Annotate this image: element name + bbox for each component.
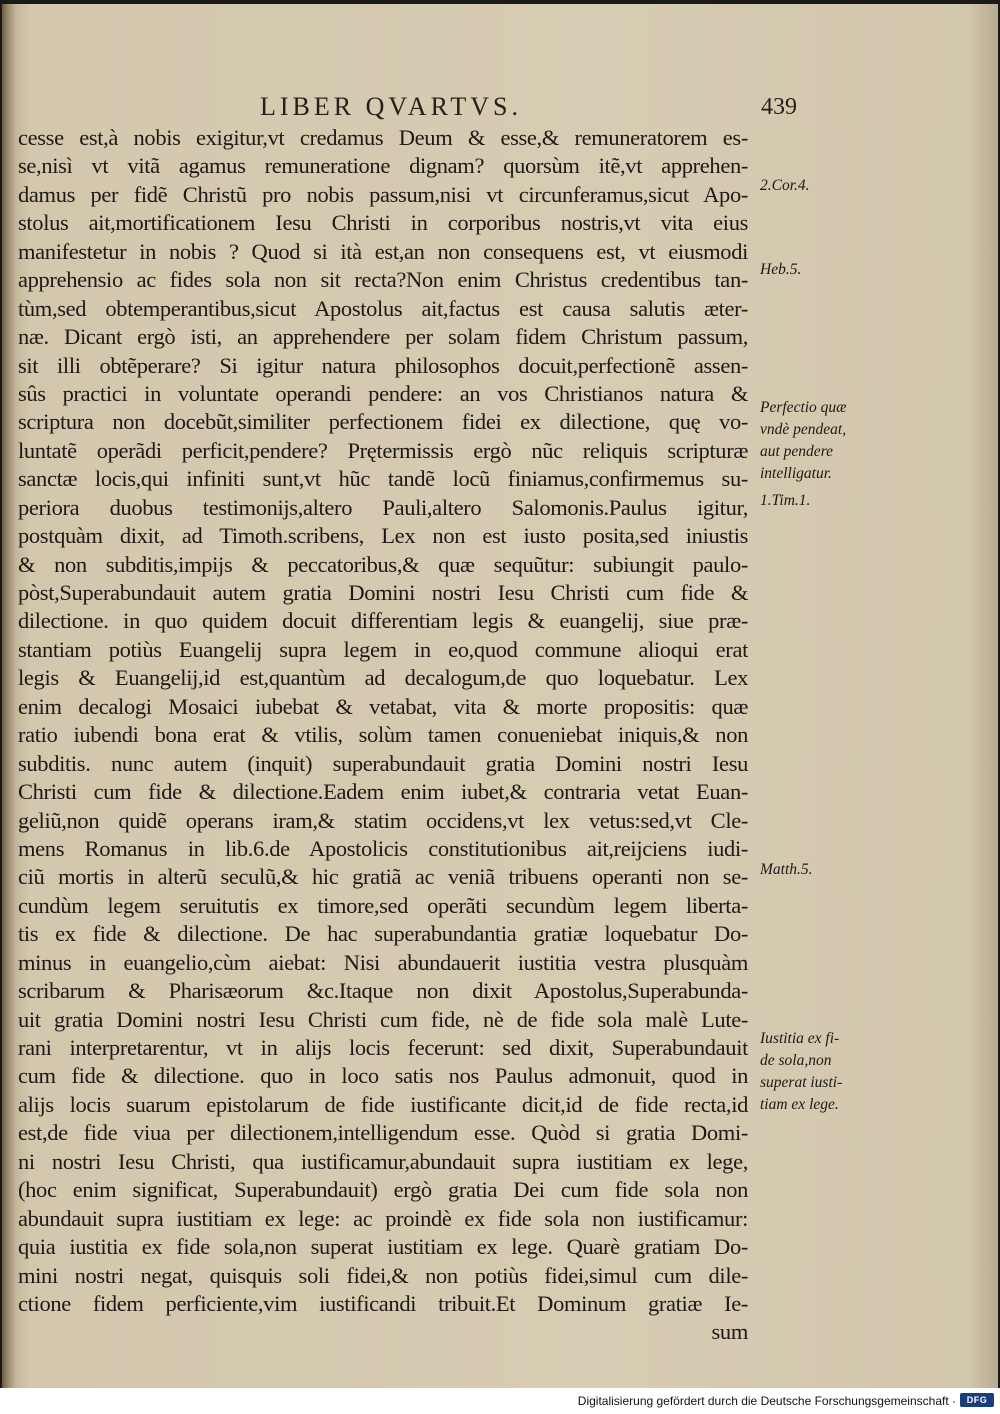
text-line: luntatẽ operãdi perficit,pendere? Prętermissis ergò nũc reliquis scripturæ — [18, 437, 748, 463]
text-line: se,nisì vt vitã agamus remuneratione dignam? quorsùm itẽ,vt apprehen- — [18, 153, 748, 179]
marginal-note-matth: Matth.5. — [760, 861, 813, 878]
text-line: mens Romanus in lib.6.de Apostolicis constitutionibus ait,reijciens iudi- — [18, 835, 748, 861]
text-line: quia iustitia ex fide sola,non superat iustitiam ex lege. Quarè gratiam Do- — [18, 1234, 748, 1260]
book-page — [2, 4, 998, 1388]
text-line: tùm,sed obtemperantibus,sicut Apostolus ait,factus est causa salutis æter- — [18, 295, 748, 321]
text-line: alijs locis suarum epistolarum de fide iustificante dicit,id de fide recta,id — [18, 1091, 748, 1117]
dfg-logo: DFG — [960, 1393, 994, 1407]
text-line: scriptura non docebũt,similiter perfectionem fidei ex dilectione, quę vo- — [18, 409, 748, 435]
text-line: sit illi obtẽperare? Si igitur natura philosophos docuit,perfectionẽ assen- — [18, 352, 748, 378]
text-line: stantiam potiùs Euangelij supra legem in eo,quod commune alioqui erat — [18, 636, 748, 662]
text-line: postquàm dixit, ad Timoth.scribens, Lex non est iusto posita,sed iniustis — [18, 523, 748, 549]
page-number: 439 — [761, 94, 797, 120]
note-line: superat iusti- — [760, 1074, 843, 1091]
note-line: aut pendere — [760, 443, 834, 460]
marginal-note-heb: Heb.5. — [760, 261, 802, 278]
text-line: enim decalogi Mosaici iubebat & vetabat, vita & morte propositis: quæ — [18, 693, 748, 719]
note-line: tiam ex lege. — [760, 1096, 839, 1113]
text-line: stolus ait,mortificationem Iesu Christi in corporibus nostris,vt vita eius — [18, 210, 748, 236]
text-line: minus in euangelio,cùm aiebat: Nisi abundauerit iustitia vestra plusquàm — [18, 949, 748, 975]
text-line: periora duobus testimonijs,altero Pauli,altero Salomonis.Paulus igitur, — [18, 494, 748, 520]
text-line: ctione fidem perficiente,vim iustificandi tribuit.Et Dominum gratiæ Ie- — [18, 1290, 748, 1316]
text-line: sûs practici in voluntate operandi pendere: an vos Christianos natura & — [18, 380, 748, 406]
text-line: pòst,Superabundauit autem gratia Domini nostri Iesu Christi cum fide & — [18, 580, 748, 605]
text-line: sum — [711, 1319, 748, 1345]
text-line: subditis. nunc autem (inquit) superabundauit gratia Domini nostri Iesu — [18, 750, 748, 776]
text-line: geliũ,non quidẽ operans iram,& statim occidens,vt lex vetus:sed,vt Cle- — [18, 807, 748, 833]
text-line: mini nostri negat, quisquis soli fidei,& non potiùs fidei,simul cum dile- — [18, 1262, 748, 1288]
text-line: næ. Dicant ergò isti, an apprehendere per solam fidem Christum passum, — [18, 324, 748, 350]
marginal-note-iustitia — [760, 1028, 842, 1116]
text-line: ni nostri Iesu Christi, qua iustificamur,abundauit supra iustitiam ex lege, — [18, 1148, 748, 1174]
text-line: tis ex fide & dilectione. De hac superabundantia gratiæ loquebatur Do- — [18, 921, 748, 947]
marginal-note-2cor: 2.Cor.4. — [760, 177, 810, 194]
text-line: sanctæ locis,qui infiniti sunt,vt hũc tandẽ locũ finiamus,confirmemus su- — [18, 466, 748, 492]
text-line: cesse est,à nobis exigitur,vt credamus Deum & esse,& remuneratorem es- — [18, 125, 748, 150]
text-line: rani interpretarentur, vt in alijs locis fecerunt: sed dixit, Superabundauit — [18, 1035, 748, 1060]
text-line: cum fide & dilectione. quo in loco satis nos Paulus admonuit, quod in — [18, 1063, 748, 1089]
text-line: (hoc enim significat, Superabundauit) ergò gratia Dei cum fide sola non — [18, 1177, 748, 1203]
funding-notice: Digitalisierung gefördert durch die Deutsche Forschungsgemeinschaft · — [577, 1394, 956, 1408]
text-line: ciũ mortis in alterũ seculũ,& hic gratiã ac veniã tribuens operanti non se- — [18, 864, 748, 890]
text-line: damus per fidẽ Christũ pro nobis passum,nisi vt circunferamus,sicut Apo- — [18, 181, 748, 207]
note-line: intelligatur. — [760, 465, 832, 482]
note-line: Iustitia ex fi- — [760, 1030, 840, 1047]
text-line: est,de fide viua per dilectionem,intelligendum esse. Quòd si gratia Domi- — [18, 1120, 748, 1146]
marginal-note-perfectio — [760, 397, 847, 485]
text-line: cundùm legem seruitutis ex timore,sed operãti secundùm legem liberta- — [18, 892, 748, 918]
text-line: uit gratia Domini nostri Iesu Christi cum fide, nè de fide sola malè Lute- — [18, 1006, 748, 1032]
note-line: de sola,non — [760, 1052, 832, 1069]
marginal-note-1tim: 1.Tim.1. — [760, 492, 811, 509]
text-line: abundauit supra iustitiam ex lege: ac proindè ex fide sola non iustificamur: — [18, 1205, 748, 1231]
note-line: Perfectio quæ — [760, 399, 847, 416]
text-line: legis & Euangelij,id est,quantùm ad decalogum,de quo loquebatur. Lex — [18, 665, 748, 691]
text-line: scribarum & Pharisæorum &c.Itaque non dixit Apostolus,Superabunda- — [18, 978, 748, 1004]
text-line: dilectione. in quo quidem docuit differentiam legis & euangelij, siue præ- — [18, 608, 748, 634]
running-title: LIBER QVARTVS. — [260, 92, 522, 121]
text-line: Christi cum fide & dilectione.Eadem enim iubet,& contraria vetat Euan- — [18, 779, 748, 805]
text-line: manifestetur in nobis ? Quod si ità est,an non consequens est, vt eiusmodi — [18, 238, 748, 264]
note-line: vndè pendeat, — [760, 421, 847, 438]
text-line: apprehensio ac fides sola non sit recta?Non enim Christus credentibus tan- — [18, 267, 748, 293]
body-text — [18, 124, 748, 1347]
footer-bar — [0, 1388, 1000, 1414]
text-line: ratio iubendi bona erat & vtilis, solùm tamen conueniebat iniquis,& non — [18, 722, 748, 748]
text-line: & non subditis,impijs & peccatoribus,& quæ sequũtur: subiungit paulo- — [18, 551, 748, 577]
